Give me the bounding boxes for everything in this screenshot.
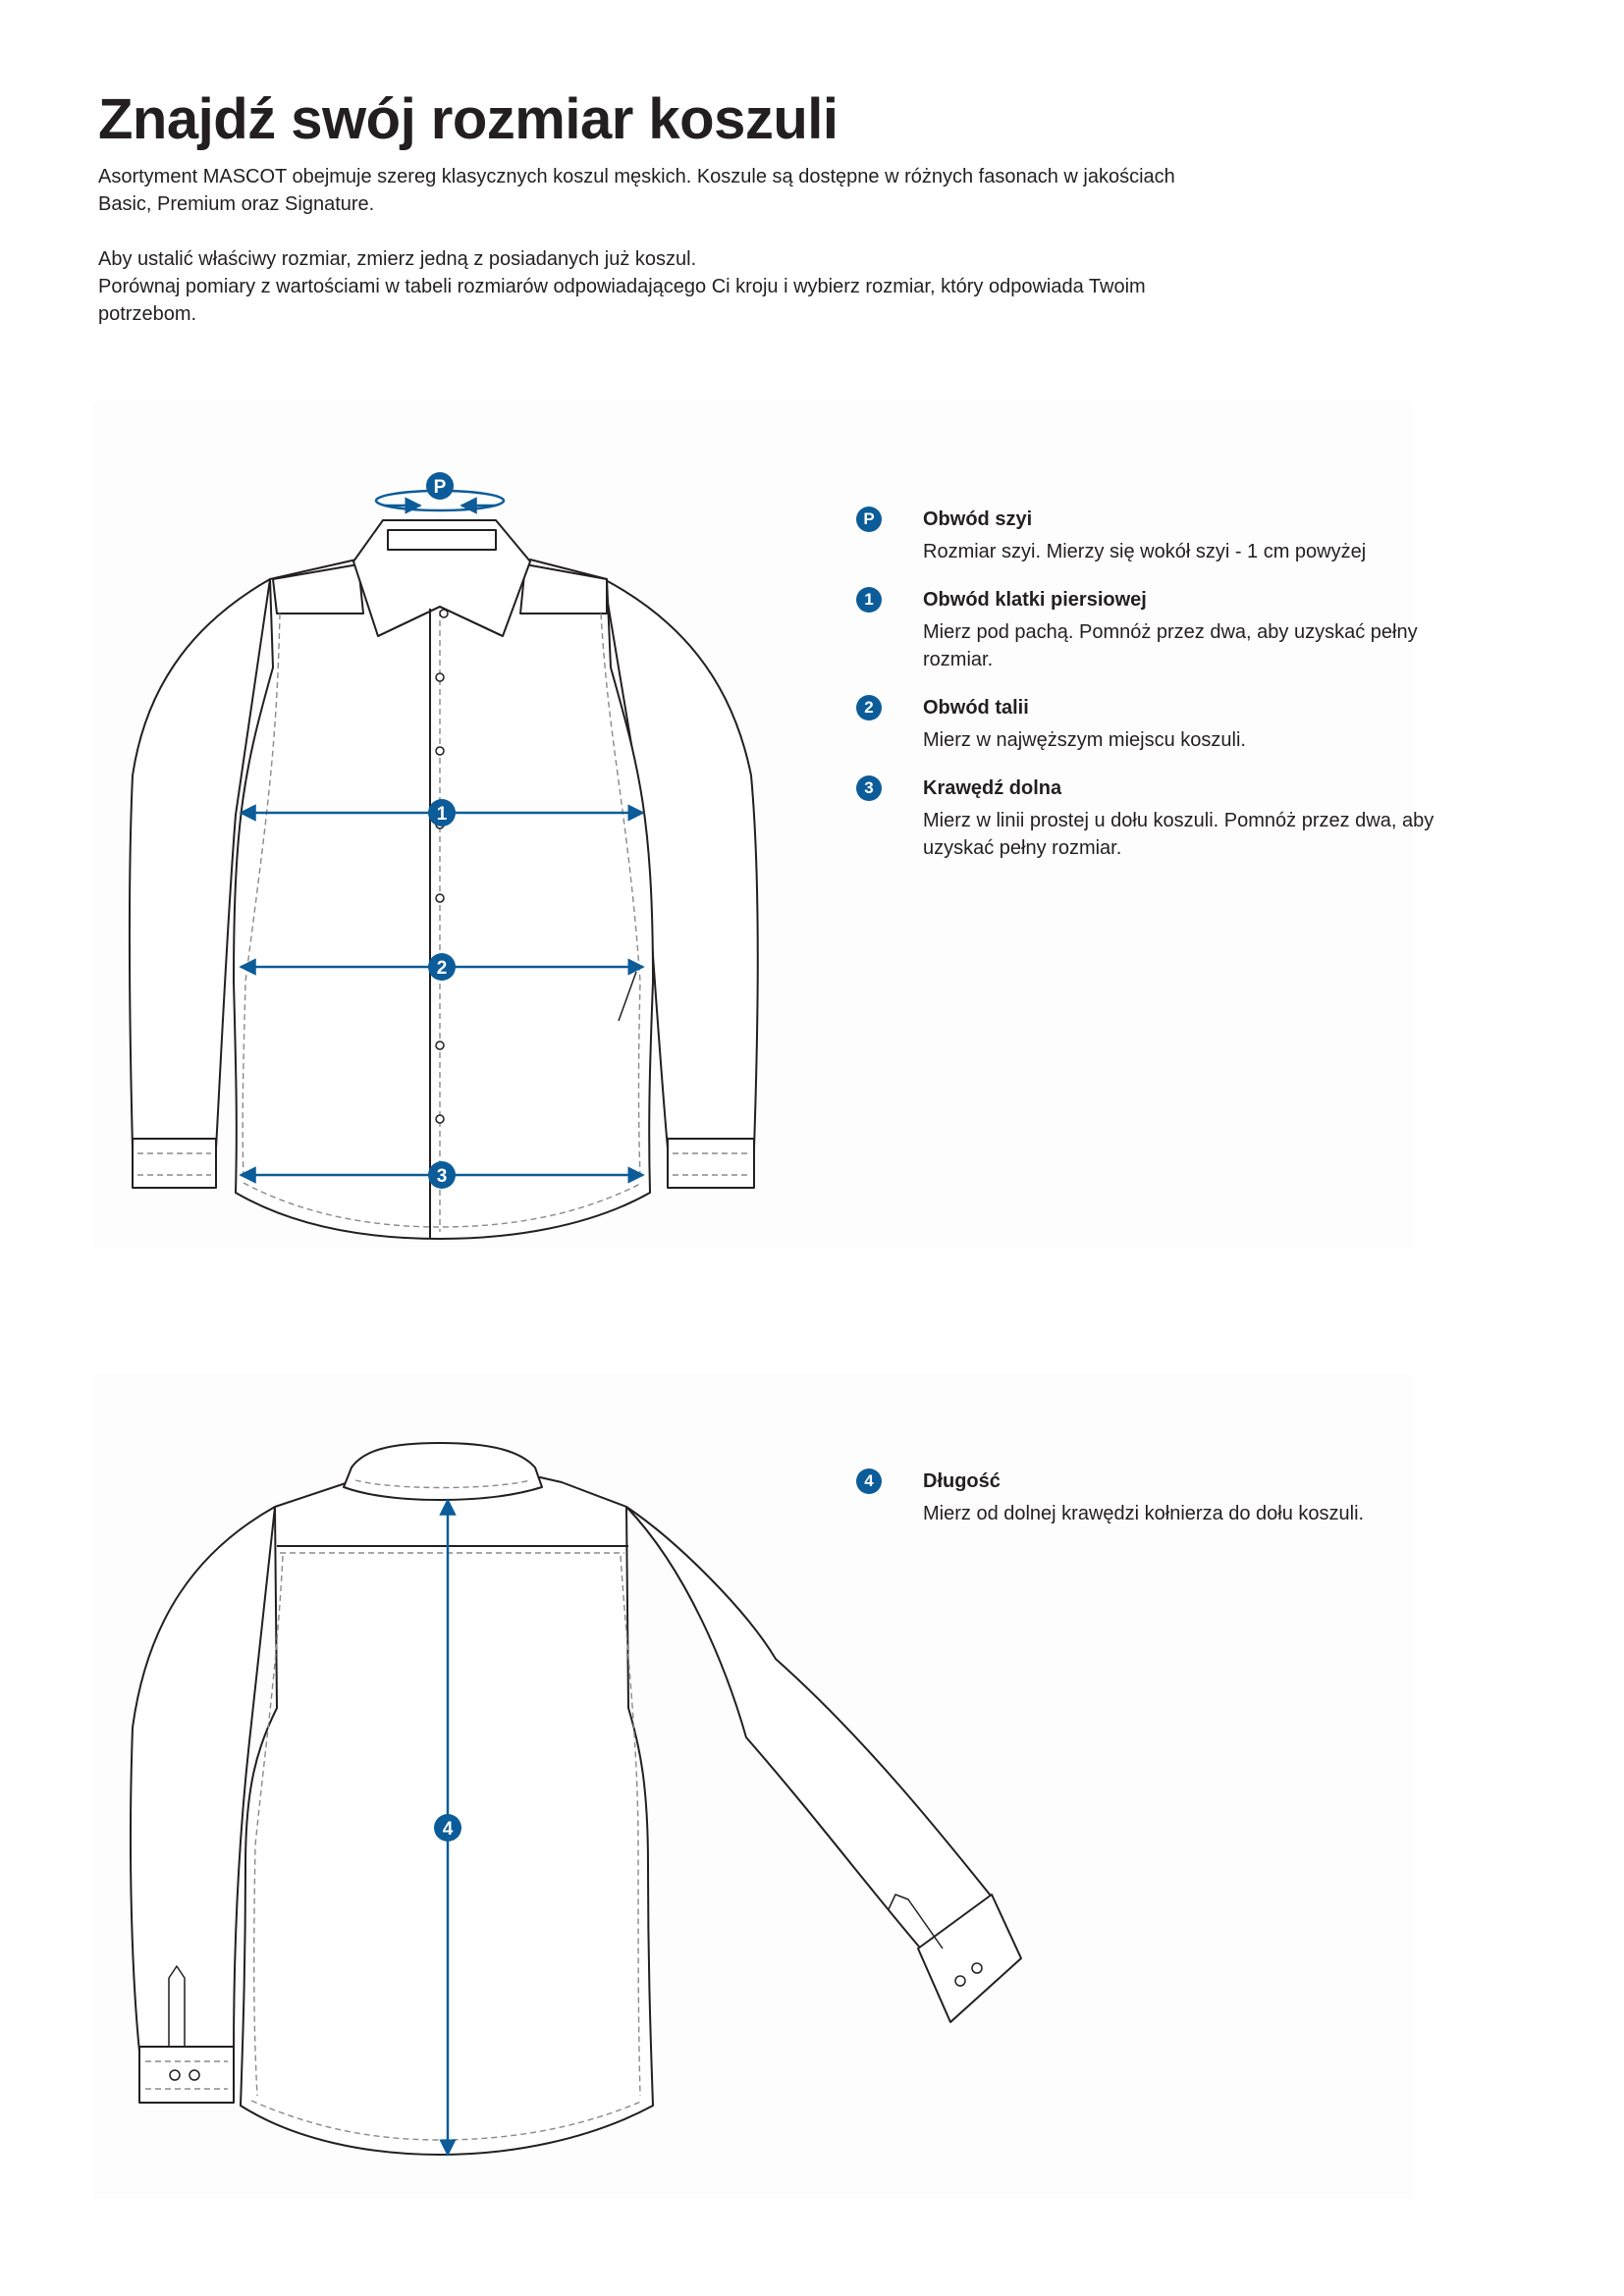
intro-line-1: Aby ustalić właściwy rozmiar, zmierz jedną z posiadanych już koszul. [98, 248, 697, 270]
marker-3-label: 3 [436, 1166, 448, 1187]
shirt-back-icon [131, 1443, 1021, 2155]
legend-title: Obwód klatki piersiowej [923, 589, 1147, 611]
legend-item-chest [856, 587, 1445, 673]
front-legend [856, 507, 1445, 862]
legend-title: Krawędź dolna [923, 777, 1062, 799]
legend-desc: Mierz od dolnej krawędzi kołnierza do dołu koszuli. [923, 1503, 1365, 1524]
back-legend [856, 1468, 1445, 1527]
legend-title: Obwód talii [923, 697, 1029, 719]
marker-p-label: P [433, 477, 447, 498]
legend-item-hem [856, 775, 1445, 862]
badge-2: 2 [856, 695, 882, 721]
legend-desc: Rozmiar szyi. Mierzy się wokół szyi - 1 cm powyżej [923, 541, 1367, 562]
legend-desc: Mierz w najwęższym miejscu koszuli. [923, 729, 1246, 751]
marker-4-label: 4 [442, 1819, 454, 1840]
intro-line-2: Porównaj pomiary z wartościami w tabeli rozmiarów odpowiadającego Ci kroju i wybierz rozmiar, który odpowiada Twoim potrzebom. [98, 276, 1146, 325]
badge-3: 3 [856, 775, 882, 801]
legend-item-waist [856, 695, 1445, 754]
page-title: Znajdź swój rozmiar koszuli [98, 87, 839, 151]
legend-item-neck [856, 507, 1445, 565]
badge-4: 4 [856, 1468, 882, 1494]
legend-title: Obwód szyi [923, 508, 1033, 530]
badge-1: 1 [856, 587, 882, 613]
legend-item-length [856, 1468, 1445, 1527]
marker-2-label: 2 [436, 958, 448, 979]
shirt-front-icon [130, 520, 758, 1239]
legend-desc: Mierz w linii prostej u dołu koszuli. Pomnóż przez dwa, aby uzyskać pełny rozmiar. [923, 810, 1435, 859]
badge-p: P [856, 507, 882, 532]
intro-paragraph-1: Asortyment MASCOT obejmuje szereg klasycznych koszul męskich. Koszule są dostępne w różnych fasonach w jakościach Basic, Premium oraz Signature. [98, 166, 1175, 215]
legend-title: Długość [923, 1470, 1001, 1492]
marker-1-label: 1 [436, 804, 448, 825]
legend-desc: Mierz pod pachą. Pomnóż przez dwa, aby uzyskać pełny rozmiar. [923, 621, 1418, 670]
